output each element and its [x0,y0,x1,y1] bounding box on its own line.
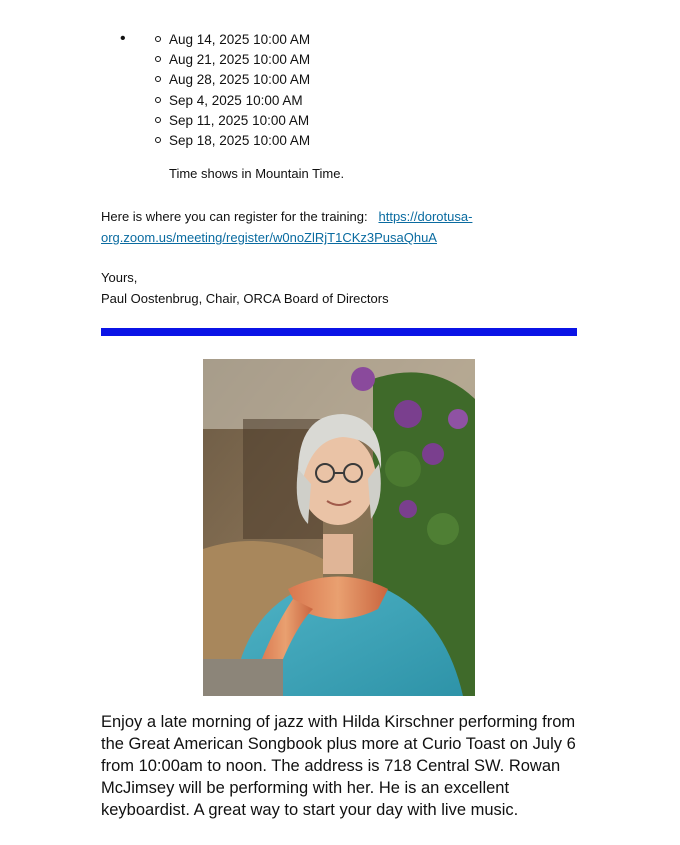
circle-bullet-icon [155,36,161,42]
session-item [155,92,310,112]
session-list [155,31,310,152]
session-item [155,71,310,91]
session-item [155,112,310,132]
session-date: Sep 11, 2025 10:00 AM [169,112,310,128]
event-paragraph: Enjoy a late morning of jazz with Hilda Kirschner performing from the Great American Songbook plus more at Curio Toast on July 6 from 10:00am to noon. The address is 718 Central SW. Rowan McJimsey will be performing with her. He is an excellent keyboardist. A great way to start your day with live music. [101,713,576,819]
session-date: Aug 21, 2025 10:00 AM [169,52,311,68]
session-item [155,132,310,152]
session-item [155,31,310,51]
register-text: Here is where you can register for the training: [101,209,368,224]
circle-bullet-icon [155,76,161,82]
session-date: Sep 4, 2025 10:00 AM [169,92,303,108]
circle-bullet-icon [155,97,161,103]
section-divider [101,328,577,336]
portrait-photo [203,359,475,696]
signature: Paul Oostenbrug, Chair, ORCA Board of Directors [101,291,389,306]
session-date: Sep 18, 2025 10:00 AM [169,132,311,148]
closing: Yours, [101,270,138,285]
circle-bullet-icon [155,117,161,123]
session-date: Aug 28, 2025 10:00 AM [169,72,311,88]
list-bullet: • [120,30,126,47]
register-link[interactable]: https://dorotusa-org.zoom.us/meeting/register/w0noZlRjT1CKz3PusaQhuA [101,209,473,245]
session-date: Aug 14, 2025 10:00 AM [169,32,311,47]
circle-bullet-icon [155,56,161,62]
circle-bullet-icon [155,137,161,143]
timezone-note: Time shows in Mountain Time. [169,166,345,181]
register-paragraph [101,206,581,248]
session-item [155,51,310,71]
signoff [101,267,389,309]
